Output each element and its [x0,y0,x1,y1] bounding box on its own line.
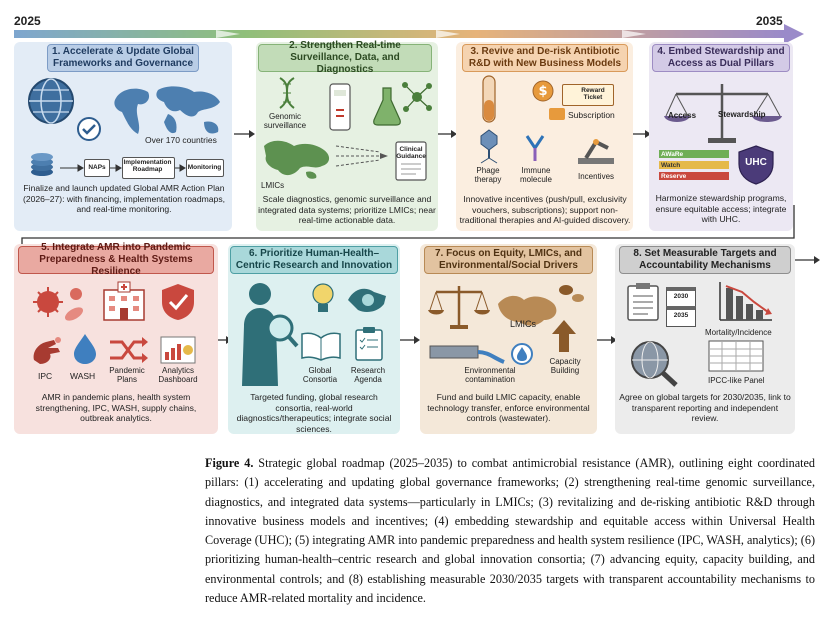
pillar-3-body: Innovative incentives (push/pull, exclusivity vouchers, subscriptions); support non-traditional therapies and AI-guided discovery. [459,194,631,225]
timeline-end-year: 2035 [756,14,783,28]
reward-ticket-label: Reward Ticket [581,87,605,101]
mortality-label: Mortality/Incidence [705,328,772,337]
phage-label: Phage therapy [474,166,502,184]
pillar-4-body: Harmonize stewardship programs, ensure equitable access; integrate with UHC. [655,193,787,224]
stewardship-label: Stewardship [718,110,766,119]
access-label: Access [668,111,697,120]
lightbulb-icon [310,282,336,316]
pillar-5-title: 5. Integrate AMR into Pandemic Preparedness & Health Systems Resilience [18,246,214,274]
aware-label: AWaRe [661,151,684,158]
pandemic-plans-label: Pandemic Plans [109,366,145,384]
year-2030-label: 2030 [673,293,689,300]
genomic-label: Genomic surveillance [263,112,307,130]
pillar-6-title: 6. Prioritize Human-Health–Centric Research and Innovation [230,246,398,274]
lmics-map-icon [260,136,336,180]
pillar-5-body: AMR in pandemic plans, health system strengthening, IPC, WASH, supply chains, outbreak analytics. [35,392,197,423]
dna-icon [276,76,298,110]
lmics-label: LMICs [261,181,285,190]
pillar-1-title: 1. Accelerate & Update Global Frameworks and Governance [47,44,199,72]
year-2035-label: 2035 [673,312,689,319]
pillar-7-title: 7. Focus on Equity, LMICs, and Environmental/Social Drivers [424,246,593,274]
pillar-8-title: 8. Set Measurable Targets and Accountability Mechanisms [619,246,791,274]
world-map-icon [108,80,226,140]
shield-check-icon [160,282,196,322]
checklist-icon [76,116,102,142]
equity-scale-icon [428,282,490,332]
clinical-guidance-label: Clinical Guidance [396,146,426,160]
water-gauge-icon [510,342,534,366]
globe-magnifier-icon [626,338,682,388]
flask-icon [372,86,402,126]
monitoring-label: Monitoring [187,164,222,171]
agenda-label: Research Agenda [350,366,386,384]
consortia-label: Global Consortia [302,366,338,384]
clipboard-icon [626,282,660,322]
book-icon [300,330,342,360]
svg-text:$: $ [538,84,548,99]
wash-label: WASH [70,371,96,381]
immune-molecule-icon [522,134,548,162]
virus-icon [32,284,88,324]
pandemic-plans-icon [108,336,148,364]
incentives-label: Incentives [578,172,615,181]
immune-label: Immune molecule [519,166,552,184]
test-strip-icon [322,82,358,132]
pillar-8-body: Agree on global targets for 2030/2035, link to transparent reporting and independent review. [619,392,791,423]
pillar-1-body: Finalize and launch updated Global AMR Action Plan (2026–27): with financing, implementation roadmaps, and real-time monitoring. [22,183,226,214]
uhc-label: UHC [745,157,767,168]
subscription-icon [548,106,566,122]
watch-label: Watch [661,162,681,169]
timeline-start-year: 2025 [14,14,41,28]
figure-label: Figure 4. [205,456,254,470]
panel-table-icon [708,340,764,372]
analytics-label: Analytics Dashboard [158,366,198,384]
network-icon [400,80,434,114]
handshake-icon [344,282,390,318]
pillar-6-body: Targeted funding, global research consortia, real-world diagnostics/therapeutics; integrate social sciences. [236,392,392,434]
env-label: Environmental contamination [464,366,516,384]
robot-arm-icon [574,130,618,166]
phage-icon [478,128,500,164]
figure-caption-text: Strategic global roadmap (2025–2035) to combat antimicrobial resistance (AMR), outlining eight coordinated pillars: (1) accelerating and updating global governance frameworks; (2) strengthening real-time genomic surveillance, diagnostics, and integrated data systems—particularly in LMICs; (3) revitalizing and de-risking antibiotic R&D through innovative business models and incentives; (4) embedding stewardship and equitable access within Universal Health Coverage (UHC); (5) integrating AMR into pandemic preparedness and health system resilience (IPC, WASH, analytics); (6) prioritizing human-health–centric research and global innovation consortia; (7) advancing equity, capacity building, and environmental controls; and (8) establishing measurable 2030/2035 targets with transparent accountability mechanisms to reduce AMR-related mortality and incidence. [205,456,816,606]
analytics-dashboard-icon [160,336,196,366]
coin-stack-icon [28,150,56,178]
capacity-label: Capacity Building [549,357,581,375]
test-tube-icon [478,74,500,126]
shapes-icon [556,282,586,306]
ipcc-label: IPCC-like Panel [708,376,765,385]
dollar-coin-icon [532,80,554,102]
reserve-label: Reserve [661,173,687,180]
person-magnifier-icon [234,278,298,390]
hospital-icon [100,280,148,322]
roadmap-label: Implementation Roadmap [123,159,172,173]
wash-drop-icon [72,332,98,366]
capacity-arrow-icon [550,318,578,354]
globe-icon [26,76,76,126]
data-stream-icon [336,140,388,174]
pillar-2-title: 2. Strengthen Real-time Surveillance, Data, and Diagnostics [258,44,432,72]
research-agenda-icon [354,326,384,362]
ipc-hands-icon [30,334,66,366]
lmics-label-2: LMICs [510,319,537,329]
declining-chart-icon [716,280,774,324]
pillar-3-title: 3. Revive and De-risk Antibiotic R&D with New Business Models [462,44,628,72]
countries-label: Over 170 countries [145,135,217,145]
subscription-label: Subscription [568,110,615,120]
ipc-label: IPC [38,371,53,381]
pillar-4-title: 4. Embed Stewardship and Access as Dual Pillars [652,44,790,72]
pillar-2-body: Scale diagnostics, genomic surveillance and integrated data systems; prioritize LMICs; near real-time actionable data. [258,194,436,225]
pipe-wastewater-icon [428,340,508,366]
figure-caption [205,454,815,608]
pillar-7-body: Fund and build LMIC capacity, enable technology transfer, enforce environmental controls (wastewater). [427,392,590,423]
naps-label: NAPs [88,164,106,171]
